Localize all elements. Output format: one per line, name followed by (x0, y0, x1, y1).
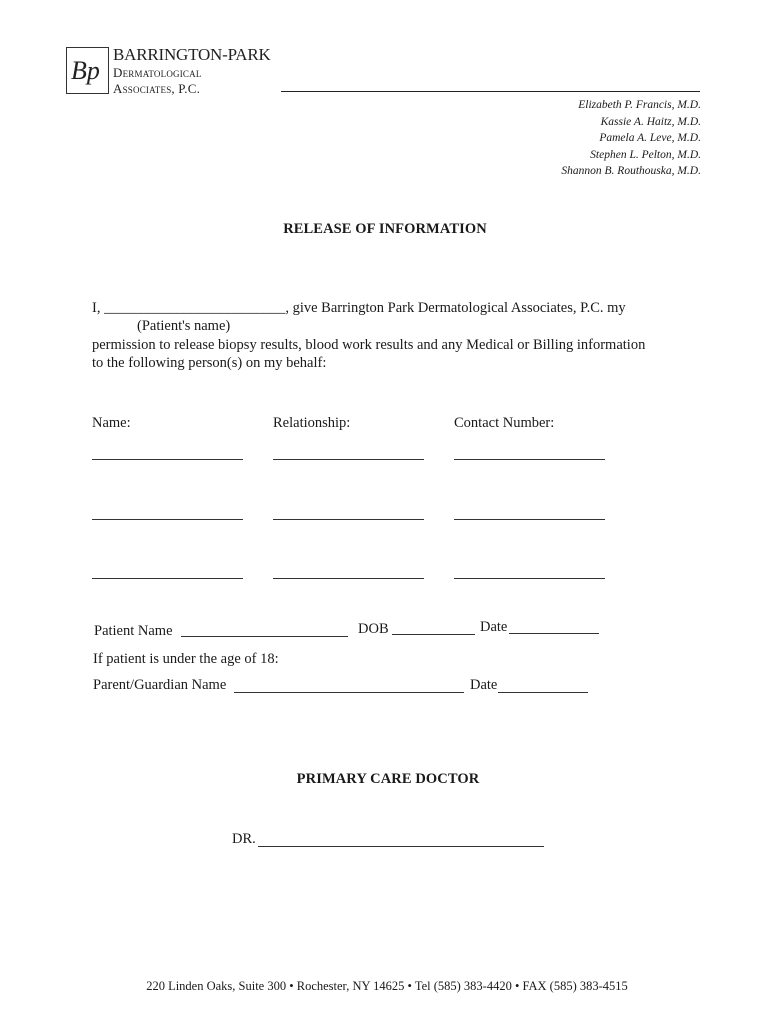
practice-address-footer: 220 Linden Oaks, Suite 300 • Rochester, NY 14625 • Tel (585) 383-4420 • FAX (585) 383-4515 (146, 979, 628, 993)
patient-name-blank[interactable]: _________________________ (104, 300, 286, 316)
practice-name-line3: Associates, P.C. (113, 81, 201, 96)
consent-suffix: , give Barrington Park Dermatological Associates, P.C. my (285, 300, 626, 316)
svg-text:Bp: Bp (71, 56, 100, 85)
consent-line3: to the following person(s) on my behalf: (92, 355, 327, 371)
patient-name-label: Patient Name (94, 623, 173, 639)
doctor-list (561, 97, 701, 180)
name-field-2[interactable] (92, 519, 243, 520)
contact-field-2[interactable] (454, 519, 605, 520)
name-field-1[interactable] (92, 459, 243, 460)
doctor-label: DR. (232, 831, 256, 847)
contact-column-header: Contact Number: (454, 415, 555, 431)
guardian-name-label: Parent/Guardian Name (93, 677, 227, 693)
name-field-3[interactable] (92, 578, 243, 579)
relationship-field-3[interactable] (273, 578, 424, 579)
minor-note: If patient is under the age of 18: (93, 651, 279, 667)
relationship-column-header: Relationship: (273, 415, 351, 431)
practice-name-line2: Dermatological (113, 65, 202, 80)
consent-prefix: I, (92, 300, 105, 316)
contact-field-3[interactable] (454, 578, 605, 579)
primary-care-heading: PRIMARY CARE DOCTOR (296, 771, 480, 787)
consent-line1 (92, 300, 626, 317)
relationship-field-1[interactable] (273, 459, 424, 460)
doctor-name: Kassie A. Haitz, M.D. (600, 115, 701, 128)
date-field[interactable] (509, 633, 599, 634)
dob-field[interactable] (392, 634, 475, 635)
practice-name (113, 46, 271, 95)
practice-name-line1: BARRINGTON-PARK (113, 45, 271, 64)
doctor-name: Shannon B. Routhouska, M.D. (561, 165, 701, 177)
page-title: RELEASE OF INFORMATION (283, 221, 487, 237)
letterhead-rule (281, 91, 700, 92)
name-column-header: Name: (92, 415, 131, 431)
guardian-date-field[interactable] (498, 692, 588, 693)
patient-name-caption: (Patient's name) (137, 318, 231, 334)
doctor-name: Elizabeth P. Francis, M.D. (578, 99, 701, 111)
date-label: Date (480, 619, 508, 635)
primary-doctor-field[interactable] (258, 846, 544, 847)
consent-line2: permission to release biopsy results, blood work results and any Medical or Billing information (92, 337, 646, 353)
doctor-name: Pamela A. Leve, M.D. (599, 132, 701, 144)
guardian-date-label: Date (470, 677, 498, 693)
practice-logo (66, 47, 109, 94)
patient-name-field[interactable] (181, 636, 348, 637)
dob-label: DOB (358, 621, 389, 637)
contact-field-1[interactable] (454, 459, 605, 460)
doctor-name: Stephen L. Pelton, M.D. (590, 148, 701, 161)
monogram-mark (67, 48, 107, 92)
guardian-name-field[interactable] (234, 692, 464, 693)
relationship-field-2[interactable] (273, 519, 424, 520)
